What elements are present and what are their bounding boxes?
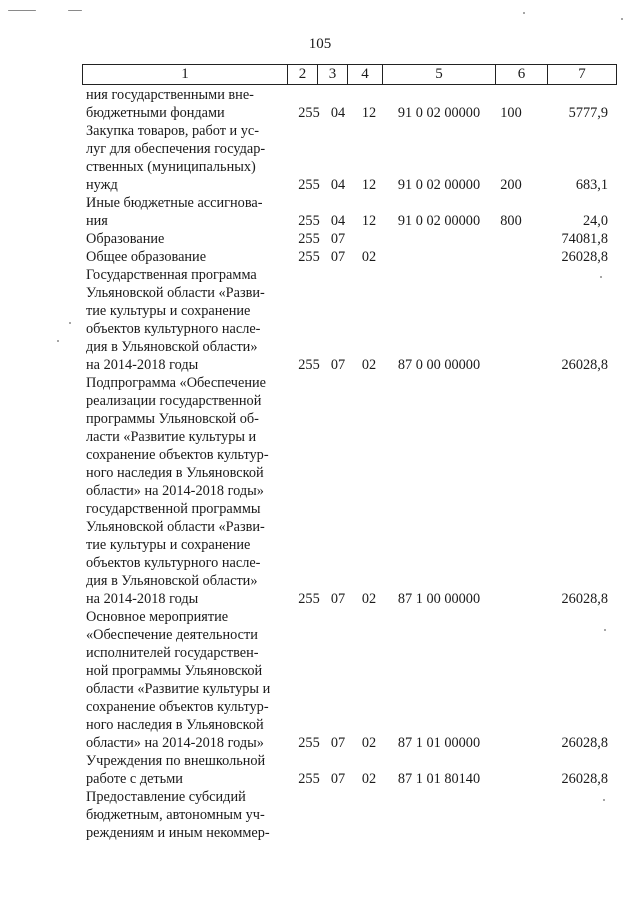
row-description bbox=[86, 374, 282, 608]
cell-col-3: 04 bbox=[330, 177, 346, 193]
description-line: дия в Ульяновской области» bbox=[86, 573, 258, 589]
description-line: тие культуры и сохранение bbox=[86, 303, 251, 319]
description-line: Иные бюджетные ассигнова- bbox=[86, 195, 263, 211]
row-description bbox=[86, 788, 282, 842]
scan-mark bbox=[523, 12, 525, 14]
cell-col-2: 255 bbox=[298, 177, 320, 193]
table-row bbox=[0, 266, 640, 374]
cell-col-7: 26028,8 bbox=[561, 771, 608, 787]
cell-col-7: 683,1 bbox=[575, 177, 608, 193]
cell-col-3: 07 bbox=[330, 249, 346, 265]
scan-mark bbox=[600, 276, 602, 278]
row-description bbox=[86, 266, 282, 374]
cell-col-3: 07 bbox=[330, 771, 346, 787]
description-line: ной программы Ульяновской bbox=[86, 663, 263, 679]
description-line: Государственная программа bbox=[86, 267, 257, 283]
description-line: Общее образование bbox=[86, 249, 207, 265]
description-line: области» на 2014-2018 годы» bbox=[86, 735, 264, 751]
scan-mark bbox=[603, 799, 605, 801]
description-line: на 2014-2018 годы bbox=[86, 357, 199, 373]
row-description bbox=[86, 194, 282, 230]
cell-col-4: 02 bbox=[361, 249, 377, 265]
description-line: ния bbox=[86, 213, 108, 229]
description-line: ственных (муниципальных) bbox=[86, 159, 256, 175]
cell-col-6: 800 bbox=[500, 213, 522, 229]
description-line: Ульяновской области «Разви- bbox=[86, 519, 265, 535]
description-line: области «Развитие культуры и bbox=[86, 681, 271, 697]
description-line: Ульяновской области «Разви- bbox=[86, 285, 265, 301]
description-line: луг для обеспечения государ- bbox=[86, 141, 266, 157]
description-line: реализации государственной bbox=[86, 393, 262, 409]
row-description bbox=[86, 122, 282, 194]
description-line: бюджетным, автономным уч- bbox=[86, 807, 265, 823]
table-row bbox=[0, 788, 640, 842]
cell-col-4: 12 bbox=[361, 105, 377, 121]
scan-mark bbox=[57, 340, 59, 342]
description-line: государственной программы bbox=[86, 501, 261, 517]
description-line: Закупка товаров, работ и ус- bbox=[86, 123, 260, 139]
cell-col-4: 02 bbox=[361, 735, 377, 751]
table-row bbox=[0, 374, 640, 608]
description-line: тие культуры и сохранение bbox=[86, 537, 251, 553]
cell-col-4: 02 bbox=[361, 591, 377, 607]
cell-col-2: 255 bbox=[298, 735, 320, 751]
cell-col-3: 07 bbox=[330, 735, 346, 751]
cell-col-7: 74081,8 bbox=[561, 231, 608, 247]
row-description bbox=[86, 86, 282, 122]
cell-col-4: 02 bbox=[361, 771, 377, 787]
description-line: бюджетными фондами bbox=[86, 105, 225, 121]
header-col-7: 7 bbox=[547, 64, 617, 85]
cell-col-2: 255 bbox=[298, 357, 320, 373]
cell-col-5: 87 0 00 00000 bbox=[397, 357, 481, 373]
scan-mark bbox=[68, 10, 82, 11]
description-line: объектов культурного насле- bbox=[86, 555, 261, 571]
table-row bbox=[0, 752, 640, 788]
cell-col-2: 255 bbox=[298, 249, 320, 265]
table-header bbox=[82, 64, 617, 85]
cell-col-6: 200 bbox=[500, 177, 522, 193]
scan-mark bbox=[621, 18, 623, 20]
cell-col-7: 26028,8 bbox=[561, 591, 608, 607]
description-line: объектов культурного насле- bbox=[86, 321, 261, 337]
cell-col-4: 12 bbox=[361, 213, 377, 229]
description-line: реждениям и иным некоммер- bbox=[86, 825, 270, 841]
cell-col-5: 91 0 02 00000 bbox=[397, 213, 481, 229]
description-line: сохранение объектов культур- bbox=[86, 447, 269, 463]
scan-mark bbox=[8, 10, 36, 11]
description-line: нужд bbox=[86, 177, 118, 193]
table-row bbox=[0, 86, 640, 122]
cell-col-3: 04 bbox=[330, 213, 346, 229]
cell-col-7: 26028,8 bbox=[561, 249, 608, 265]
row-description bbox=[86, 248, 282, 266]
cell-col-2: 255 bbox=[298, 591, 320, 607]
header-col-1: 1 bbox=[82, 64, 288, 85]
cell-col-6: 100 bbox=[500, 105, 522, 121]
table-row bbox=[0, 608, 640, 752]
header-col-6: 6 bbox=[495, 64, 548, 85]
description-line: Подпрограмма «Обеспечение bbox=[86, 375, 266, 391]
header-col-3: 3 bbox=[317, 64, 348, 85]
header-col-5: 5 bbox=[382, 64, 496, 85]
description-line: программы Ульяновской об- bbox=[86, 411, 259, 427]
scan-mark bbox=[604, 629, 606, 631]
description-line: на 2014-2018 годы bbox=[86, 591, 199, 607]
cell-col-7: 26028,8 bbox=[561, 735, 608, 751]
page-number: 105 bbox=[308, 36, 332, 52]
table-row bbox=[0, 122, 640, 194]
description-line: ния государственными вне- bbox=[86, 87, 254, 103]
table-row bbox=[0, 230, 640, 248]
header-col-2: 2 bbox=[287, 64, 318, 85]
header-col-4: 4 bbox=[347, 64, 383, 85]
cell-col-5: 87 1 00 00000 bbox=[397, 591, 481, 607]
row-description bbox=[86, 230, 282, 248]
table-row bbox=[0, 248, 640, 266]
description-line: сохранение объектов культур- bbox=[86, 699, 269, 715]
cell-col-2: 255 bbox=[298, 771, 320, 787]
description-line: дия в Ульяновской области» bbox=[86, 339, 258, 355]
cell-col-7: 5777,9 bbox=[568, 105, 608, 121]
description-line: ласти «Развитие культуры и bbox=[86, 429, 257, 445]
description-line: ного наследия в Ульяновской bbox=[86, 465, 264, 481]
cell-col-5: 87 1 01 80140 bbox=[397, 771, 481, 787]
cell-col-3: 04 bbox=[330, 105, 346, 121]
table-row bbox=[0, 194, 640, 230]
cell-col-7: 24,0 bbox=[582, 213, 608, 229]
cell-col-3: 07 bbox=[330, 591, 346, 607]
cell-col-2: 255 bbox=[298, 213, 320, 229]
description-line: Предоставление субсидий bbox=[86, 789, 246, 805]
scan-mark bbox=[69, 322, 71, 324]
cell-col-2: 255 bbox=[298, 231, 320, 247]
cell-col-5: 91 0 02 00000 bbox=[397, 105, 481, 121]
row-description bbox=[86, 752, 282, 788]
cell-col-2: 255 bbox=[298, 105, 320, 121]
cell-col-4: 02 bbox=[361, 357, 377, 373]
row-description bbox=[86, 608, 282, 752]
description-line: Образование bbox=[86, 231, 165, 247]
description-line: Основное мероприятие bbox=[86, 609, 229, 625]
description-line: работе с детьми bbox=[86, 771, 183, 787]
description-line: исполнителей государствен- bbox=[86, 645, 259, 661]
cell-col-5: 91 0 02 00000 bbox=[397, 177, 481, 193]
cell-col-3: 07 bbox=[330, 357, 346, 373]
description-line: ного наследия в Ульяновской bbox=[86, 717, 264, 733]
cell-col-7: 26028,8 bbox=[561, 357, 608, 373]
description-line: «Обеспечение деятельности bbox=[86, 627, 258, 643]
cell-col-5: 87 1 01 00000 bbox=[397, 735, 481, 751]
description-line: Учреждения по внешкольной bbox=[86, 753, 266, 769]
cell-col-4: 12 bbox=[361, 177, 377, 193]
description-line: области» на 2014-2018 годы» bbox=[86, 483, 264, 499]
cell-col-3: 07 bbox=[330, 231, 346, 247]
